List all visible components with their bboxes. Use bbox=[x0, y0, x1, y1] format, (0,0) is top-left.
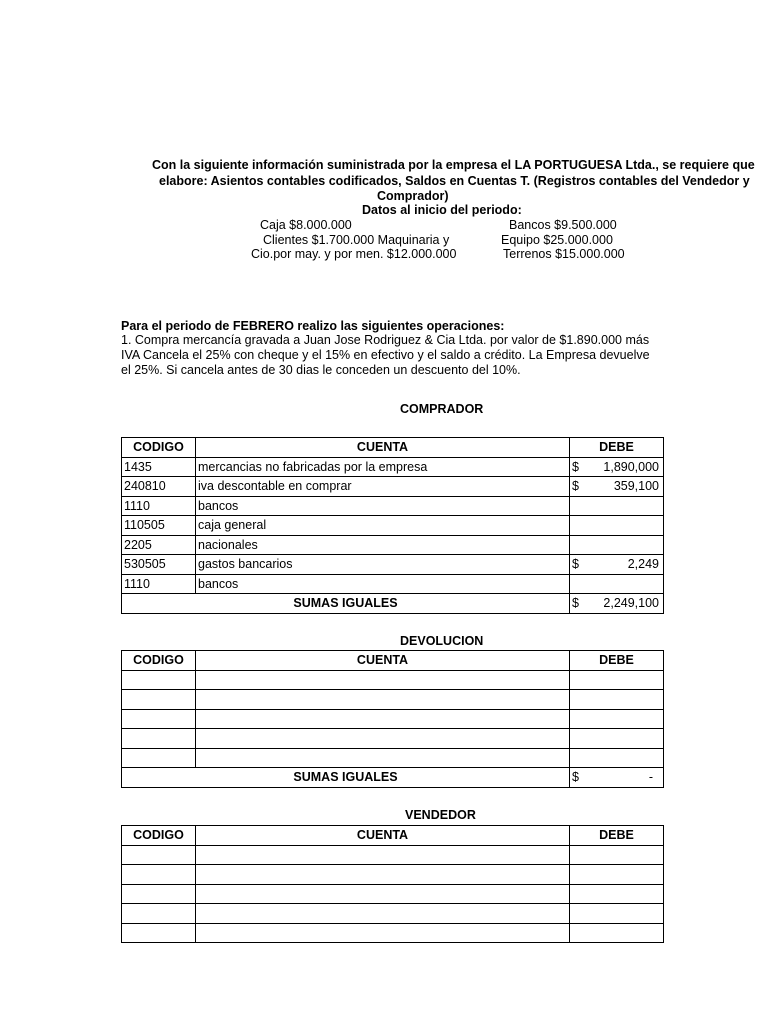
cell-debe bbox=[570, 748, 664, 768]
vendedor-title: VENDEDOR bbox=[405, 808, 476, 822]
header-cuenta: CUENTA bbox=[196, 438, 570, 458]
currency-symbol: $ bbox=[572, 557, 579, 572]
cell-cuenta bbox=[196, 845, 570, 865]
cell-debe bbox=[570, 690, 664, 710]
cell-debe bbox=[570, 729, 664, 749]
table-row bbox=[122, 865, 664, 885]
cell-cuenta bbox=[196, 670, 570, 690]
sumas-iguales-label: SUMAS IGUALES bbox=[122, 768, 570, 788]
cell-cuenta: gastos bancarios bbox=[196, 555, 570, 575]
cell-debe bbox=[570, 496, 664, 516]
cell-cuenta: nacionales bbox=[196, 535, 570, 555]
table-row bbox=[122, 884, 664, 904]
amount: 1,890,000 bbox=[603, 459, 659, 474]
cell-debe bbox=[570, 457, 664, 477]
currency-symbol: $ bbox=[572, 770, 579, 785]
cell-debe bbox=[570, 709, 664, 729]
operations-title: Para el periodo de FEBRERO realizo las siguientes operaciones: bbox=[121, 319, 505, 333]
operation-line-2: IVA Cancela el 25% con cheque y el 15% en efectivo y el saldo a crédito. La Empresa devuelve bbox=[121, 348, 650, 362]
intro-line-1: Con la siguiente información suministrada por la empresa el LA PORTUGUESA Ltda., se requiere que bbox=[152, 158, 755, 172]
cell-cuenta: iva descontable en comprar bbox=[196, 477, 570, 497]
devolucion-title: DEVOLUCION bbox=[400, 634, 484, 648]
table-row bbox=[122, 690, 664, 710]
cell-cuenta: caja general bbox=[196, 516, 570, 536]
vendedor-table bbox=[121, 825, 664, 943]
cell-debe bbox=[570, 845, 664, 865]
cell-cuenta bbox=[196, 690, 570, 710]
table-row bbox=[122, 904, 664, 924]
header-debe: DEBE bbox=[570, 651, 664, 671]
cell-debe bbox=[570, 904, 664, 924]
balance-bancos: Bancos $9.500.000 bbox=[509, 218, 617, 232]
table-header-row bbox=[122, 651, 664, 671]
cell-debe bbox=[570, 516, 664, 536]
totals-row bbox=[122, 594, 664, 614]
table-row bbox=[122, 555, 664, 575]
cell-codigo bbox=[122, 670, 196, 690]
table-row bbox=[122, 709, 664, 729]
cell-debe bbox=[570, 865, 664, 885]
cell-codigo: 1435 bbox=[122, 457, 196, 477]
cell-debe bbox=[570, 670, 664, 690]
table-row bbox=[122, 477, 664, 497]
balance-cio: Cio.por may. y por men. $12.000.000 bbox=[251, 247, 457, 261]
cell-cuenta bbox=[196, 748, 570, 768]
balance-equipo: Equipo $25.000.000 bbox=[501, 233, 613, 247]
operation-line-3: el 25%. Si cancela antes de 30 dias le conceden un descuento del 10%. bbox=[121, 363, 521, 377]
cell-codigo: 1110 bbox=[122, 496, 196, 516]
table-row bbox=[122, 748, 664, 768]
header-cuenta: CUENTA bbox=[196, 826, 570, 846]
table-row bbox=[122, 457, 664, 477]
table-row bbox=[122, 516, 664, 536]
table-row bbox=[122, 729, 664, 749]
header-debe: DEBE bbox=[570, 826, 664, 846]
cell-cuenta bbox=[196, 923, 570, 943]
cell-cuenta: bancos bbox=[196, 496, 570, 516]
amount: 2,249 bbox=[627, 557, 659, 572]
cell-debe bbox=[570, 535, 664, 555]
cell-codigo bbox=[122, 904, 196, 924]
cell-codigo: 530505 bbox=[122, 555, 196, 575]
currency-symbol: $ bbox=[572, 459, 579, 474]
cell-debe bbox=[570, 477, 664, 497]
comprador-table bbox=[121, 437, 664, 614]
currency-symbol: $ bbox=[572, 479, 579, 494]
header-cuenta: CUENTA bbox=[196, 651, 570, 671]
header-codigo: CODIGO bbox=[122, 438, 196, 458]
cell-debe bbox=[570, 923, 664, 943]
total-debe bbox=[570, 768, 664, 788]
intro-line-2: elabore: Asientos contables codificados, Saldos en Cuentas T. (Registros contables del Vendedor y bbox=[159, 174, 750, 188]
cell-cuenta bbox=[196, 904, 570, 924]
table-row bbox=[122, 670, 664, 690]
cell-codigo bbox=[122, 690, 196, 710]
cell-codigo: 1110 bbox=[122, 574, 196, 594]
header-debe: DEBE bbox=[570, 438, 664, 458]
cell-codigo bbox=[122, 884, 196, 904]
header-codigo: CODIGO bbox=[122, 826, 196, 846]
cell-cuenta bbox=[196, 884, 570, 904]
currency-symbol: $ bbox=[572, 596, 579, 611]
cell-codigo bbox=[122, 748, 196, 768]
amount: 359,100 bbox=[613, 479, 659, 494]
table-header-row bbox=[122, 826, 664, 846]
balance-clientes: Clientes $1.700.000 Maquinaria y bbox=[263, 233, 450, 247]
cell-debe bbox=[570, 555, 664, 575]
total-amount: 2,249,100 bbox=[603, 596, 659, 611]
cell-codigo: 240810 bbox=[122, 477, 196, 497]
cell-codigo bbox=[122, 729, 196, 749]
table-row bbox=[122, 535, 664, 555]
table-header-row bbox=[122, 438, 664, 458]
cell-codigo bbox=[122, 709, 196, 729]
header-codigo: CODIGO bbox=[122, 651, 196, 671]
cell-cuenta: mercancias no fabricadas por la empresa bbox=[196, 457, 570, 477]
totals-row bbox=[122, 768, 664, 788]
cell-cuenta bbox=[196, 709, 570, 729]
cell-cuenta bbox=[196, 729, 570, 749]
balance-caja: Caja $8.000.000 bbox=[260, 218, 352, 232]
comprador-title: COMPRADOR bbox=[400, 402, 484, 416]
cell-debe bbox=[570, 574, 664, 594]
devolucion-table bbox=[121, 650, 664, 788]
balance-terrenos: Terrenos $15.000.000 bbox=[503, 247, 625, 261]
cell-codigo: 110505 bbox=[122, 516, 196, 536]
sumas-iguales-label: SUMAS IGUALES bbox=[122, 594, 570, 614]
table-row bbox=[122, 496, 664, 516]
cell-cuenta: bancos bbox=[196, 574, 570, 594]
cell-codigo bbox=[122, 865, 196, 885]
cell-codigo bbox=[122, 923, 196, 943]
table-row bbox=[122, 923, 664, 943]
operation-line-1: 1. Compra mercancía gravada a Juan Jose Rodriguez & Cia Ltda. por valor de $1.890.000 más bbox=[121, 333, 650, 347]
cell-codigo: 2205 bbox=[122, 535, 196, 555]
total-amount: - bbox=[648, 770, 653, 785]
total-debe bbox=[570, 594, 664, 614]
intro-clip bbox=[0, 150, 755, 210]
table-row bbox=[122, 574, 664, 594]
table-row bbox=[122, 845, 664, 865]
intro-line-3: Comprador) bbox=[377, 189, 449, 203]
cell-codigo bbox=[122, 845, 196, 865]
cell-cuenta bbox=[196, 865, 570, 885]
cell-debe bbox=[570, 884, 664, 904]
datos-title: Datos al inicio del periodo: bbox=[362, 203, 522, 217]
